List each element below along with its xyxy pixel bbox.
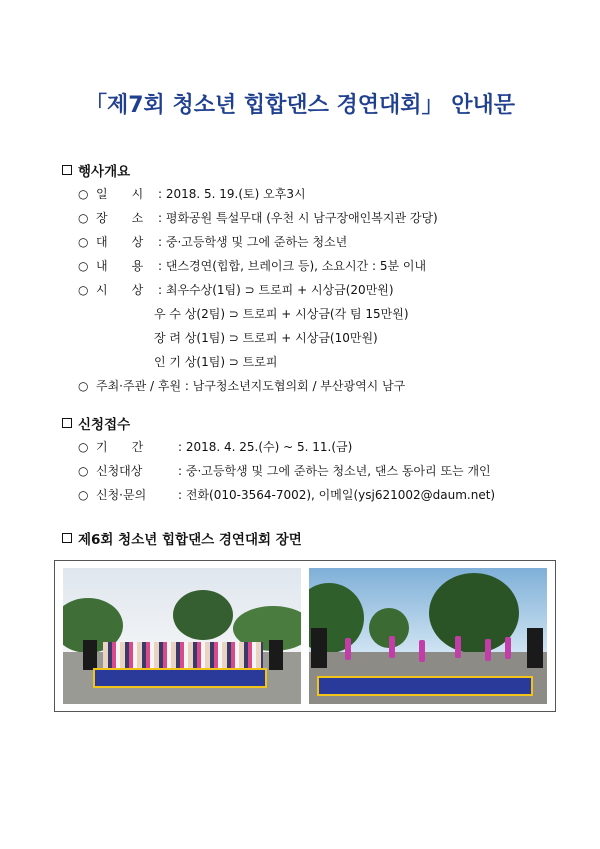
award-line-excellence: 우 수 상(2팀) ⊃ 트로피 + 시상금(각 팀 15만원) — [154, 307, 409, 321]
application-row-period: ○ 기 간 : 2018. 4. 25.(수) ~ 5. 11.(금) — [78, 440, 353, 454]
award-line-popularity: 인 기 상(1팀) ⊃ 트로피 — [154, 355, 278, 369]
bullet-icon: ○ — [78, 379, 89, 393]
row-label: 대 상 — [96, 235, 144, 249]
bullet-icon: ○ — [78, 440, 89, 454]
row-value: 평화공원 특설무대 (우천 시 남구장애인복지관 강당) — [165, 211, 438, 225]
bullet-icon: ○ — [78, 187, 89, 201]
bullet-icon: ○ — [78, 283, 89, 297]
row-value: 최우수상(1팀) ⊃ 트로피 + 시상금(20만원) — [165, 283, 394, 297]
photo-frame — [54, 560, 556, 712]
row-value: 2018. 5. 19.(토) 오후3시 — [165, 187, 306, 201]
row-label: 신청·문의 — [96, 488, 147, 502]
overview-row-date: ○ 일 시 : 2018. 5. 19.(토) 오후3시 — [78, 187, 306, 201]
photo-group-award — [63, 568, 301, 704]
row-value: 중·고등학생 및 그에 준하는 청소년 — [165, 235, 348, 249]
bullet-icon: ○ — [78, 259, 89, 273]
row-label: 내 용 — [96, 259, 144, 273]
row-value: 2018. 4. 25.(수) ~ 5. 11.(금) — [185, 440, 353, 454]
overview-row-place: ○ 장 소 : 평화공원 특설무대 (우천 시 남구장애인복지관 강당) — [78, 211, 438, 225]
application-row-contact: ○ 신청·문의 : 전화(010-3564-7002), 이메일(ysj621002@daum.net) — [78, 488, 496, 502]
checkbox-square-icon — [62, 533, 72, 543]
checkbox-square-icon — [62, 418, 72, 428]
award-line-encouragement: 장 려 상(1팀) ⊃ 트로피 + 시상금(10만원) — [154, 331, 378, 345]
overview-row-target: ○ 대 상 : 중·고등학생 및 그에 준하는 청소년 — [78, 235, 348, 249]
page-title: 「제7회 청소년 힙합댄스 경연대회」 안내문 — [85, 93, 515, 118]
row-value: 전화(010-3564-7002), 이메일(ysj621002@daum.net) — [185, 488, 496, 502]
bullet-icon: ○ — [78, 464, 89, 478]
section-heading-text: 행사개요 — [78, 164, 131, 180]
event-banner — [93, 668, 267, 688]
photo-dance-performance — [309, 568, 547, 704]
event-banner — [317, 676, 533, 696]
section-heading-overview — [62, 160, 130, 180]
bullet-icon: ○ — [78, 235, 89, 249]
row-value: 중·고등학생 및 그에 준하는 청소년, 댄스 동아리 또는 개인 — [185, 464, 491, 478]
row-label: 기 간 — [96, 440, 144, 454]
overview-row-content: ○ 내 용 : 댄스경연(힙합, 브레이크 등), 소요시간 : 5분 이내 — [78, 259, 427, 273]
row-value: 댄스경연(힙합, 브레이크 등), 소요시간 : 5분 이내 — [165, 259, 427, 273]
section-heading-photos — [62, 528, 302, 548]
section-heading-text: 제6회 청소년 힙합댄스 경연대회 장면 — [78, 532, 302, 548]
bullet-icon: ○ — [78, 488, 89, 502]
checkbox-square-icon — [62, 165, 72, 175]
section-heading-text: 신청접수 — [78, 417, 131, 433]
row-label: 신청대상 — [96, 464, 143, 478]
application-row-target: ○ 신청대상 : 중·고등학생 및 그에 준하는 청소년, 댄스 동아리 또는 개인 — [78, 464, 491, 478]
section-heading-application — [62, 413, 130, 433]
overview-row-awards: ○ 시 상 : 최우수상(1팀) ⊃ 트로피 + 시상금(20만원) — [78, 283, 394, 297]
row-value: 주최·주관 / 후원 : 남구청소년지도협의회 / 부산광역시 남구 — [96, 379, 406, 393]
row-label: 시 상 — [96, 283, 144, 297]
bullet-icon: ○ — [78, 211, 89, 225]
row-label: 일 시 — [96, 187, 144, 201]
row-label: 장 소 — [96, 211, 144, 225]
overview-row-host — [78, 377, 405, 394]
